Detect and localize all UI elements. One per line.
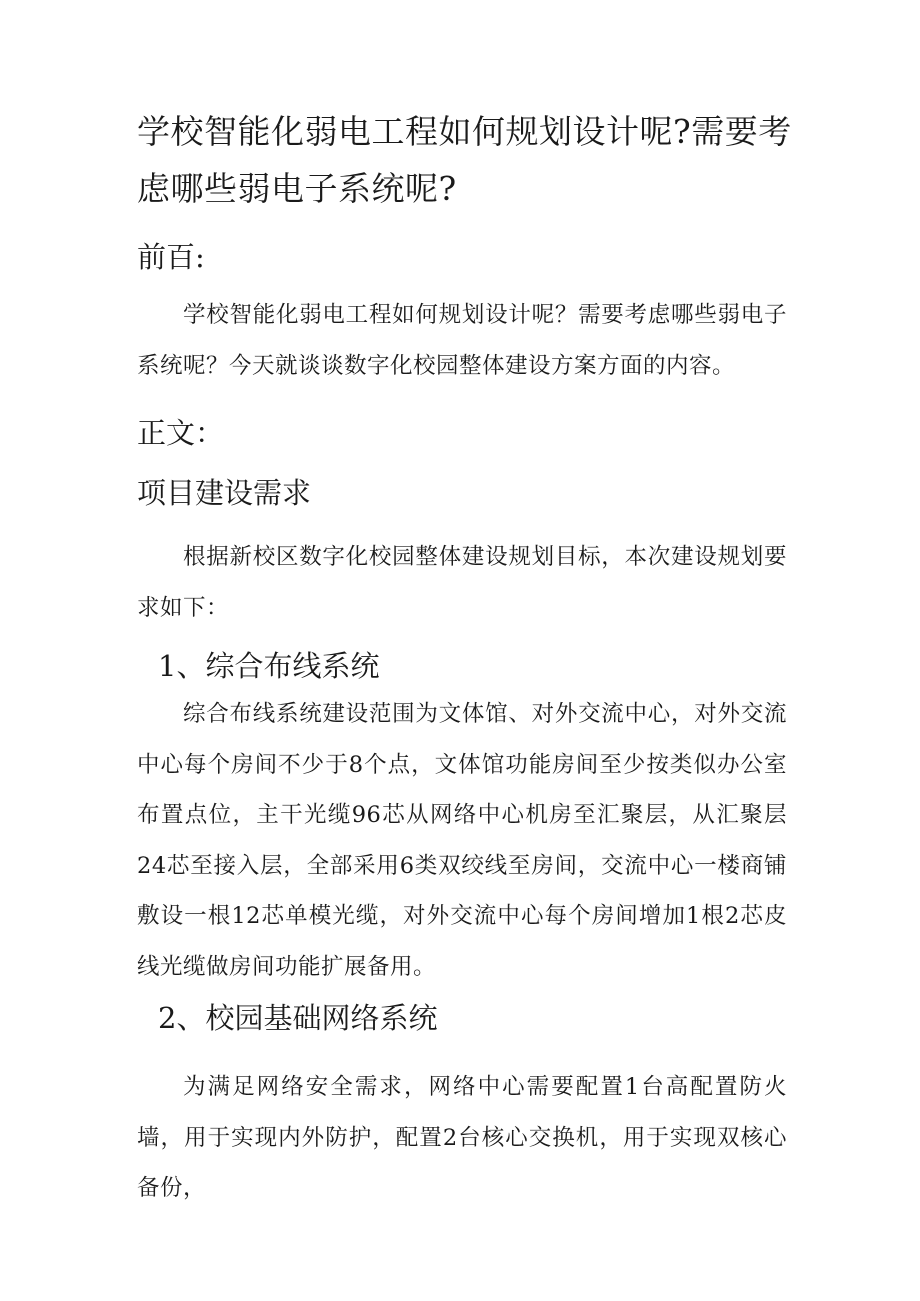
preface-paragraph: 学校智能化弱电工程如何规划设计呢？需要考虑哪些弱电子系统呢？今天就谈谈数字化校园整体建设方案方面的内容。	[137, 302, 787, 379]
document-title: 学校智能化弱电工程如何规划设计呢?需要考虑哪些弱电子系统呢?	[137, 112, 792, 208]
section-1-paragraph: 综合布线系统建设范围为文体馆、对外交流中心，对外交流中心每个房间不少于8个点，文体馆功能房间至少按类似办公室布置点位，主干光缆96芯从网络中心机房至汇聚层，从汇聚层24芯至接入层，全部采用6类双绞线至房间，交流中心一楼商铺敷设一根12芯单模光缆，对外交流中心每个房间增加1根2芯皮线光缆做房间功能扩展备用。	[137, 701, 787, 980]
section-2-paragraph: 为满足网络安全需求，网络中心需要配置1台高配置防火墙，用于实现内外防护，配置2台核心交换机，用于实现双核心备份，	[137, 1074, 787, 1201]
project-requirements-heading: 项目建设需求	[137, 476, 312, 510]
section-2-heading: 2、校园基础网络系统	[158, 1001, 438, 1035]
preface-heading: 前百:	[137, 240, 205, 274]
body-heading: 正文：	[137, 416, 225, 450]
section-1-heading: 1、综合布线系统	[158, 649, 380, 683]
project-requirements-paragraph: 根据新校区数字化校园整体建设规划目标，本次建设规划要求如下：	[137, 544, 787, 621]
